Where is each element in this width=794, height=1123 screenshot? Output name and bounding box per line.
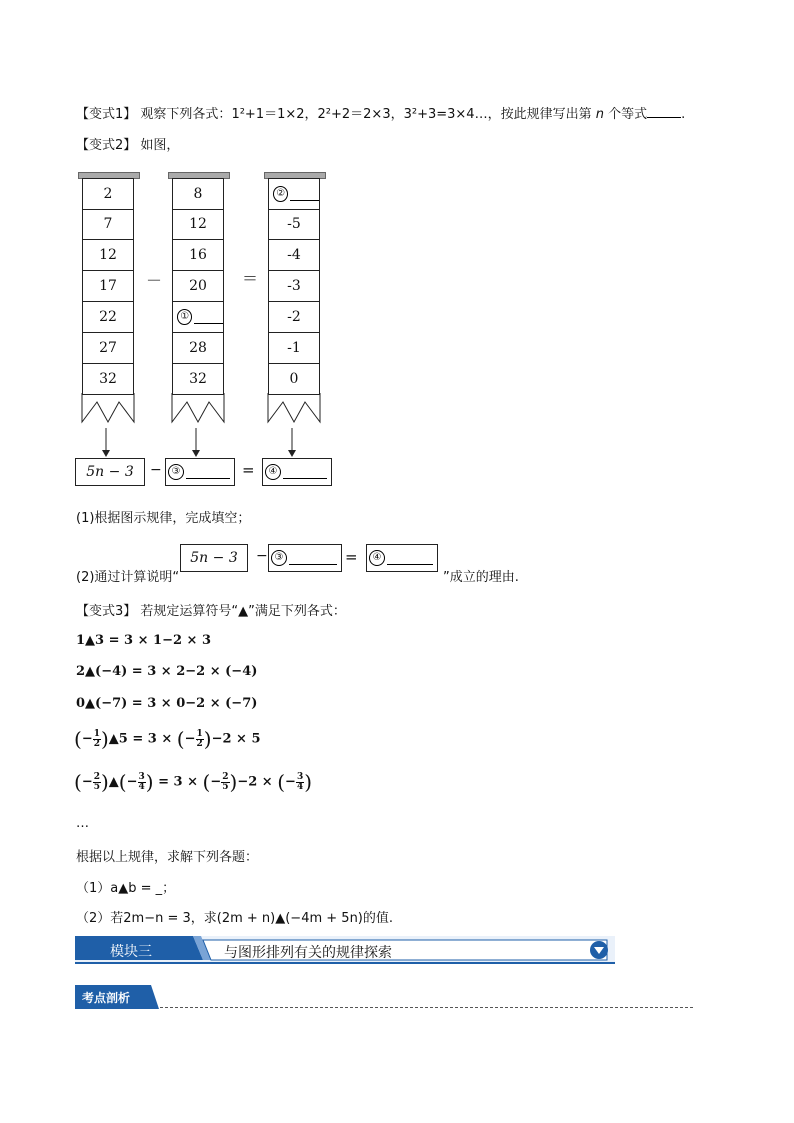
col2-cell: 20 [172,271,224,302]
equals-sign-2: = [242,461,255,479]
variant3-line [76,600,346,619]
minus-sign: － [146,271,163,290]
col2-cell: 12 [172,209,224,240]
module-tag: 模块三 [110,944,152,960]
q2-blank-3 [289,552,337,565]
ellipsis: … [76,816,89,831]
circle-4: ④ [265,464,281,480]
zigzag-3 [268,393,320,422]
col1-cell: 27 [82,333,134,364]
q2-circle-3: ③ [271,550,287,566]
section-divider [160,1007,693,1008]
problem-1: （1）a▲b = _； [76,881,176,896]
q2-expr-box-2[interactable] [268,544,342,572]
q2-equals: = [345,548,358,566]
minus-sign-2: − [150,462,162,478]
circle-3: ③ [168,464,184,480]
variant3-label: 【变式3】 [76,604,137,619]
col2-cell: 32 [172,364,224,395]
question-2-start: (2)通过计算说明“ [76,570,180,585]
equals-sign: ＝ [242,269,259,288]
variant2-label: 【变式2】 [76,138,137,153]
expr-box-1-text: 5n − 3 [86,464,134,480]
module-title: 与图形排列有关的规律探索 [224,945,392,961]
variant2-text: 如图， [140,138,180,153]
q2-expr-box-1-text: 5n − 3 [190,550,238,566]
col2-cell: 16 [172,240,224,271]
q2-expr-box-1 [180,544,248,572]
col3-cell: -4 [268,240,320,271]
eq-2: 2▲(−4) = 3 × 2−2 × (−4) [76,664,258,679]
frac-2-5: $\frac{2}{5}$ [93,771,100,792]
frac-1-2b: $\frac{1}{2}$ [196,728,203,749]
variant1-text-b: 个等式 [608,107,648,122]
q2-expr-box-3[interactable] [366,544,438,572]
zigzag-2 [172,393,224,422]
question-2-end: ”成立的理由. [443,570,519,585]
q2-blank-4 [387,552,433,565]
frac-1-2: $\frac{1}{2}$ [93,728,100,749]
col1-cell: 2 [82,178,134,210]
variant1-n: n [595,107,604,122]
circle-label: ② [273,186,288,202]
instruction: 根据以上规律，求解下列各题： [76,850,259,865]
expr-box-3[interactable] [262,458,332,486]
col3-cell: -1 [268,333,320,364]
expr-box-2[interactable] [165,458,235,486]
column-bottoms [0,0,794,500]
col3-cell: 0 [268,364,320,395]
frac-2-5b: $\frac{2}{5}$ [222,771,229,792]
variant1-text: 观察下列各式： [140,107,232,122]
col1-cell: 22 [82,302,134,333]
expr-box-1 [75,458,145,486]
eq-4: (− $\frac{1}{2}$ )▲5 = 3 × (− $\frac{1}{2}$ )−2 × 5 [74,727,261,751]
col1-cell: 32 [82,364,134,395]
eq-3: 0▲(−7) = 3 × 0−2 × (−7) [76,696,258,711]
q2-circle-4: ④ [369,550,385,566]
col3-cell: -5 [268,209,320,240]
col1-cell: 12 [82,240,134,271]
q2-minus: − [256,548,268,564]
eq-5: (− $\frac{2}{5}$ )▲(− $\frac{3}{4}$ ) = 3 × (− $\frac{2}{5}$ )−2 × (− $\frac{3}{4}$ ) [74,770,313,794]
question-1: (1)根据图示规律，完成填空； [76,511,251,526]
section-tag: 考点剖析 [82,991,131,1005]
blank-4 [283,466,327,479]
problem-2: （2）若2m−n = 3，求(2m + n)▲(−4m + 5n)的值. [76,911,394,926]
col3-cell: -2 [268,302,320,333]
col2-cell: 8 [172,178,224,210]
eq-1: 1▲3 = 3 × 1−2 × 3 [76,633,211,648]
variant1-formula: 1²+1＝1×2，2²+2＝2×3，3²+3=3×4…，按此规律写出第 [231,107,592,122]
blank-3 [186,466,230,479]
frac-3-4: $\frac{3}{4}$ [138,771,145,792]
zigzag-1 [82,393,134,422]
col3-cell: -3 [268,271,320,302]
frac-3-4b: $\frac{3}{4}$ [296,771,304,792]
variant1-end: . [681,107,686,122]
variant3-text: 若规定运算符号“▲”满足下列各式： [140,604,346,619]
variant1-label: 【变式1】 [76,107,137,122]
col1-cell: 7 [82,209,134,240]
col2-cell: 28 [172,333,224,364]
col1-cell: 17 [82,271,134,302]
circle-label: ① [177,309,192,325]
